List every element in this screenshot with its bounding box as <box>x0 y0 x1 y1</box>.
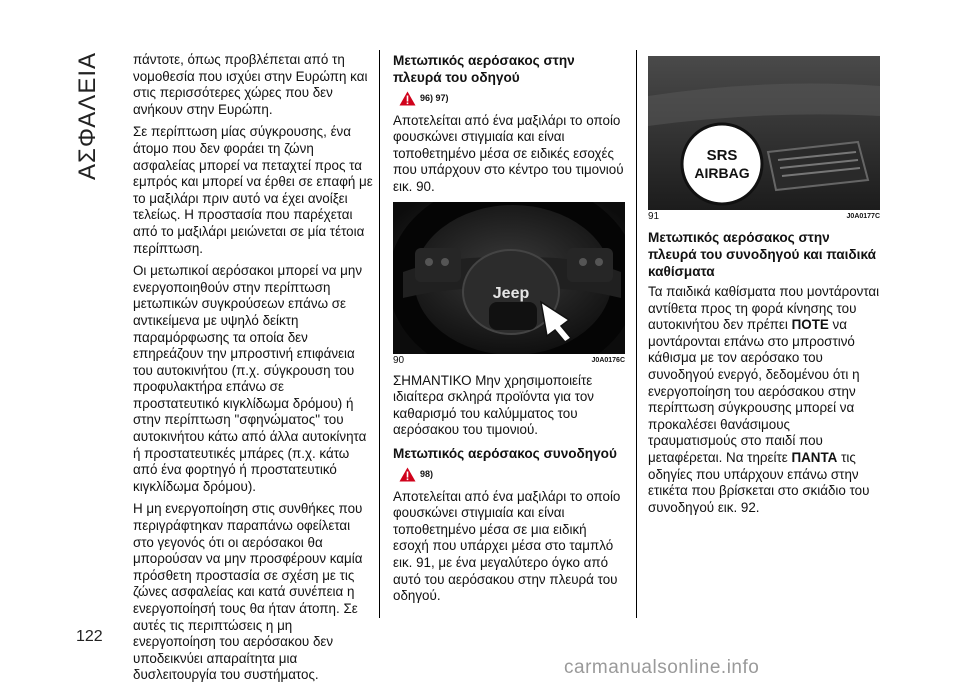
steering-wheel-image <box>393 202 625 354</box>
paragraph: Σε περίπτωση μίας σύγκρουσης, ένα άτομο που δεν φοράει τη ζώνη ασφαλείας μπορεί να πεταχτεί προς τα εμπρός και μπορεί να έρθει σε επαφή με το μαξιλάρι πριν αυτό να έχει ανοίξει τελείως. Η προστασία που παρέχεται από το μαξιλάρι μειώνεται σε μία τέτοια περίπτωση. <box>133 124 373 256</box>
column-divider <box>636 50 637 618</box>
page-number: 122 <box>76 628 103 645</box>
figure-caption <box>648 211 880 223</box>
warning-triangle-icon <box>399 91 416 106</box>
text-run: Τα παιδικά καθίσματα που μοντάρονται αντίθετα προς τη φορά κίνησης του αυτοκινήτου δεν πρέπει <box>648 284 880 333</box>
paragraph: πάντοτε, όπως προβλέπεται από τη νομοθεσία που ισχύει στην Ευρώπη και στις περισσότερες χώρες που δεν ανήκουν στην Ευρώπη. <box>133 52 368 117</box>
warning-refs: 98) <box>420 468 434 479</box>
figure-code: J0A0176C <box>591 356 625 364</box>
text-run: να μοντάρονται επάνω στο μπροστινό κάθισμα με τον αερόσακο του συνοδηγού ενεργό, δεδομένου ότι η ενεργοποίηση του αερόσακου στην περίπτωση σύγκρουσης μπορεί να προκαλέσει θανάσιμους τραυματισμούς στο παιδί που μεταφέρεται. Να τηρείτε <box>648 317 860 465</box>
keyword-never: ΠΟΤΕ <box>791 317 829 333</box>
paragraph: Η μη ενεργοποίηση στις συνθήκες που περιγράφτηκαν παραπάνω οφείλεται στο γεγονός ότι οι αερόσακοι θα μπορούσαν να μην προσφέρουν καμία πρόσθετη προστασία σε σχέση με τις ζώνες ασφαλείας και κατά συνέπεια η ενεργοποίησή τους θα ήταν άτοπη. Σε αυτές τις περιπτώσεις η μη ενεργοποίηση του αερόσακου δεν υποδεικνύει απαραίτητα μια δυσλειτουργία του συστήματος. <box>133 501 363 683</box>
section-title: ΑΣΦΑΛΕΙΑ <box>74 51 101 181</box>
warning-note <box>399 90 625 107</box>
watermark: carmanualsonline.info <box>564 657 760 678</box>
column-divider <box>379 50 380 618</box>
warning-refs: 96) 97) <box>420 93 449 103</box>
paragraph-child-seats <box>648 284 880 516</box>
warning-note <box>399 466 625 483</box>
section-title-tab <box>68 36 108 196</box>
figure-srs-airbag <box>648 56 880 210</box>
figure-number: 91 <box>648 211 660 222</box>
warning-triangle-icon <box>399 467 416 482</box>
paragraph: Οι μετωπικοί αερόσακοι μπορεί να μην ενεργοποιηθούν στην περίπτωση μετωπικών συγκρούσεων επάνω σε αντικείμενα με υψηλό δείκτη παραμόρφωσης τα οποία δεν επηρεάζουν την μπροστινή επιφάνεια του αυτοκινήτου (π.χ. σύγκρουση του προφυλακτήρα επάνω σε προστατευτικό κιγκλίδωμα δρόμου) ή στην περίπτωση "σφηνώματος" του αυτοκινήτου κάτω από άλλα αυτοκίνητα ή προστατευτικές μπάρες (π.χ. κάτω από ένα φορτηγό ή προστατευτικό κιγκλίδωμα δρόμου). <box>133 263 367 494</box>
text-run: τις οδηγίες που υπάρχουν επάνω στην ετικέτα που βρίσκεται στο σκιάδιο του συνοδηγού εικ. 92. <box>648 449 870 515</box>
srs-label: SRS <box>706 147 738 164</box>
figure-caption <box>393 355 625 367</box>
figure-number: 90 <box>393 354 405 366</box>
column-2 <box>393 52 625 611</box>
paragraph: Αποτελείται από ένα μαξιλάρι το οποίο φουσκώνει στιγμιαία και είναι τοποθετημένο μέσα σε μια ειδική εσοχή που υπάρχει μέσα στο ταμπλό εικ. 91, με ένα μεγαλύτερο όγκο από αυτό του αερόσακου στην πλευρά του οδηγού. <box>393 488 621 604</box>
jeep-logo: Jeep <box>492 284 530 302</box>
figure-code: J0A0177C <box>846 213 880 220</box>
heading-passenger-airbag: Μετωπικός αερόσακος συνοδηγού <box>393 445 617 461</box>
keyword-always: ΠΑΝΤΑ <box>791 449 838 465</box>
airbag-label: AIRBAG <box>694 165 750 181</box>
paragraph: Αποτελείται από ένα μαξιλάρι το οποίο φουσκώνει στιγμιαία και είναι τοποθετημένο μέσα σε ειδικές εσοχές που υπάρχουν στο κέντρο του τιμονιού εικ. 90. <box>393 112 624 194</box>
heading-child-seats: Μετωπικός αερόσακος στην πλευρά του συνοδηγού και παιδικά καθίσματα <box>648 230 876 279</box>
heading-driver-airbag: Μετωπικός αερόσακος στην πλευρά του οδηγού <box>393 53 575 85</box>
dashboard-image <box>648 56 880 210</box>
column-1 <box>133 52 373 690</box>
paragraph-important: ΣΗΜΑΝΤΙΚΟ Μην χρησιμοποιείτε ιδιαίτερα σκληρά προϊόντα για τον καθαρισμό του καλύμματος του αερόσακου του τιμονιού. <box>393 372 594 438</box>
figure-steering-wheel <box>393 202 625 354</box>
column-3 <box>648 52 880 522</box>
